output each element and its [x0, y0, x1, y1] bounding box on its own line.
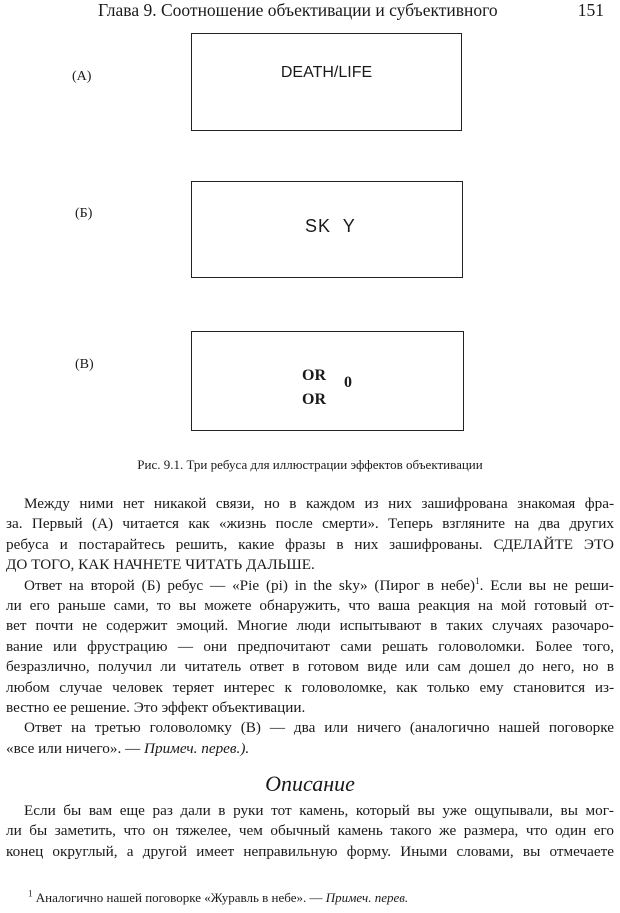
text-line [6, 576, 614, 596]
text-run: «все или ничего». — [6, 739, 145, 757]
section-heading: Описание [265, 771, 355, 796]
text-line: конец округлый, а другой имеет неправильную форму. Иными словами, вы отмечаете [6, 842, 614, 860]
text-line: за. Первый (А) читается как «жизнь после смерти». Теперь взгляните на два других [6, 515, 614, 533]
body-text-2 [6, 801, 614, 862]
figure-label-c: (B) [75, 357, 94, 372]
rebus-a-text: DEATH/LIFE [280, 64, 373, 81]
text-line: ДО ТОГО, КАК НАЧНЕТЕ ЧИТАТЬ ДАЛЬШЕ. [6, 556, 315, 574]
running-header [0, 0, 620, 26]
figure-label-b: (Б) [75, 206, 93, 221]
text-line: Если бы вам еще раз дали в руки тот камень, который вы уже ощупывали, вы мог- [24, 802, 614, 819]
footnote-text-italic: Примеч. перев. [325, 890, 409, 905]
page-number: 151 [577, 0, 604, 20]
figure-label-a: (A) [72, 69, 92, 84]
text-line: безразлично, получил ли читатель ответ в готовом виде или сам дошел до него, но в [6, 658, 614, 676]
text-run-italic: Примеч. перев.). [144, 739, 250, 757]
text-line: вет почти не содержит эмоций. Многие люди испытывают в таких случаях разочаро- [6, 617, 614, 635]
rebus-box-a [191, 33, 462, 131]
text-line: любом случае человек теряет интерес к головоломке, как только ему становится из- [6, 678, 614, 696]
paragraph-3 [6, 718, 614, 759]
text-line: ли бы заметить, что он тяжелее, чем обычный камень такого же размера, что один его [6, 822, 614, 840]
text-line: ли его раньше сами, то вы можете обнаружить, что ваша реакция на мой готовый от- [6, 597, 614, 615]
text-line [0, 739, 614, 759]
rebus-c-or-bottom: OR [302, 391, 326, 408]
rebus-box-c [191, 331, 464, 431]
paragraph-1 [6, 494, 614, 576]
text-line: Ответ на третью головоломку (В) — два или ничего (аналогично нашей поговорке [24, 719, 614, 737]
text-line: вание или фрустрацию — они предпочитают сами решать головоломки. Более того, [6, 637, 614, 655]
paragraph-4 [6, 801, 614, 862]
text-line: вестно ее решение. Это эффект объективации. [6, 699, 306, 717]
rebus-c-or-top: OR [302, 367, 326, 384]
footnote [28, 890, 408, 906]
text-run: . Если вы не реши- [479, 576, 614, 594]
text-line: Между ними нет никакой связи, но в каждом из них зашифрована знакомая фра- [24, 495, 614, 512]
rebus-box-b [191, 181, 463, 278]
rebus-c-zero: 0 [344, 374, 352, 391]
footnote-marker: 1 [28, 888, 33, 899]
paragraph-2 [6, 576, 614, 719]
figure-caption: Рис. 9.1. Три ребуса для иллюстрации эффектов объективации [137, 457, 483, 472]
text-line: ребуса и постарайтесь решить, какие фразы в них зашифрованы. СДЕЛАЙТЕ ЭТО [6, 535, 614, 553]
rebus-b-text: SK Y [305, 216, 356, 236]
footnote-ref: 1 [475, 575, 480, 586]
body-text [6, 494, 614, 759]
footnote-text: Аналогично нашей поговорке «Журавль в небе». — [32, 890, 326, 905]
text-run: Ответ на второй (Б) ребус — «Pie (pi) in the sky» (Пирог в небе) [24, 576, 476, 594]
chapter-title: Глава 9. Соотношение объективации и субъективного [98, 0, 498, 20]
